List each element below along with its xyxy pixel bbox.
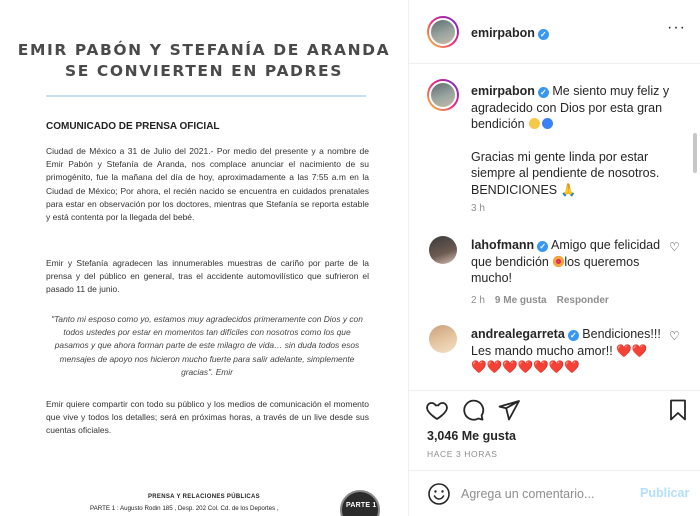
verified-badge-icon: ✓ [538,29,549,40]
author-username-header[interactable] [471,24,549,42]
caption-avatar[interactable] [427,79,459,111]
save-bookmark-icon[interactable] [666,398,690,422]
comment-text: Bendiciones!!! [578,327,661,341]
author-avatar[interactable] [427,16,459,48]
document-heading: COMUNICADO DE PRENSA OFICIAL [46,121,220,132]
caption-text-1: Me siento muy feliz y agradecido con Dios por esta gran bendición [471,84,670,131]
comment-timestamp[interactable]: 2 h [471,295,485,306]
comment-likes[interactable]: 9 Me gusta [494,295,547,306]
document-divider [46,95,366,97]
caption-text-2: Gracias mi gente linda por estar siempre al pendiente de nosotros. BENDICIONES [471,149,660,197]
verified-badge-icon: ✓ [537,241,548,252]
post-caption [471,83,693,198]
parte1-logo-text: PARTE 1 [346,502,377,509]
reply-button[interactable]: Responder [556,295,609,306]
like-heart-icon[interactable] [425,398,449,422]
comment-text-2: Les mando mucho amor!! [471,343,617,358]
comment-lahofmann [471,237,671,287]
comment-bubble-icon[interactable] [461,398,485,422]
praying-hands-icon: 🙏 [560,181,577,197]
post-header [409,0,700,64]
comments-scrollbar[interactable] [693,133,697,173]
like-comment-heart-icon[interactable]: ♡ [669,240,680,254]
publish-button[interactable]: Publicar [640,486,690,500]
emoji-picker-icon[interactable] [427,482,451,506]
share-send-icon[interactable] [497,398,521,422]
add-comment-bar [409,470,700,516]
verified-badge-icon: ✓ [568,330,579,341]
document-footer-title: PRENSA Y RELACIONES PÚBLICAS [148,494,260,500]
heart-eyes-emoji-icon [553,256,564,267]
commenter-avatar-lahofmann[interactable] [429,236,457,264]
comment-username[interactable]: andrealegarreta [471,327,565,341]
comment-username[interactable]: lahofmann [471,238,535,252]
document-title-line-1: EMIR PABÓN Y STEFANÍA DE ARANDA [17,41,391,59]
like-comment-heart-icon[interactable]: ♡ [669,329,680,343]
caption-timestamp[interactable]: 3 h [471,203,485,214]
blue-heart-icon [542,118,553,129]
comment-andrealegarreta [471,326,671,376]
caption-username[interactable]: emirpabon [471,84,535,98]
document-paragraph-3: Emir quiere compartir con todo su público y los medios de comunicación el momento que vive y todos los detalles; será en próximas horas, a través de un live desde sus cuentas oficiales. [46,399,369,436]
document-title [0,40,408,82]
document-title-line-2: SE CONVIERTEN EN PADRES [64,62,344,80]
document-quote: "Tanto mi esposo como yo, estamos muy agradecidos primeramente con Dios y con todos ustedes por estar en momentos tan difíciles con nosotros como los que pasamos y que ahora forman parte de este milagro de vida… sin duda todos esos mensajes de apoyo nos hicieron mucho fuerte para salir adelante, simplemente gracias". Emir [51,314,363,377]
document-paragraph-2: Emir y Stefanía agradecen las innumerables muestras de cariño por parte de la prensa y del público en general, tras el accidente automovilístico que sufrieron el pasado 11 de junio. [46,258,369,295]
document-footer-address: PARTE 1 : Augusto Rodin 185 , Desp. 202 Col. Cd. de los Deportes , [90,505,279,512]
red-hearts-row-icon: ❤️❤️❤️❤️❤️❤️❤️ [471,360,580,374]
comment-text: Amigo que felicidad que bendición [471,238,661,269]
post-age: HACE 3 HORAS [427,449,498,459]
comment-meta [471,295,619,306]
post-actions [409,390,700,470]
comment-text-end: los queremos mucho! [471,254,640,285]
more-options-icon[interactable]: ··· [667,19,686,36]
post-panel [409,0,700,516]
document-paragraph-1: Ciudad de México a 31 de Julio del 2021.- Por medio del presente y a nombre de Emir Pabón y Stefanía de Aranda, nos complace anunciar el nacimiento de su primogénito, fue la mañana del día de hoy, aproximadamente a las 7:55 a.m en la Ciudad de México; Por ahora, el recién nacido se encuentra en cuidados prenatales para estar en observación por los doctores, mientras que Stefanía se reporta estable y está contenta por la llegada del bebé. [46,146,369,223]
comment-input[interactable] [461,484,631,504]
baby-emoji-icon [529,118,540,129]
comments-section[interactable] [409,65,700,390]
verified-badge-icon: ✓ [538,87,549,98]
author-username[interactable]: emirpabon [471,26,535,40]
red-hearts-icon: ❤️❤️ [616,343,648,358]
like-count[interactable]: 3,046 Me gusta [427,429,516,443]
commenter-avatar-andrealegarreta[interactable] [429,325,457,353]
